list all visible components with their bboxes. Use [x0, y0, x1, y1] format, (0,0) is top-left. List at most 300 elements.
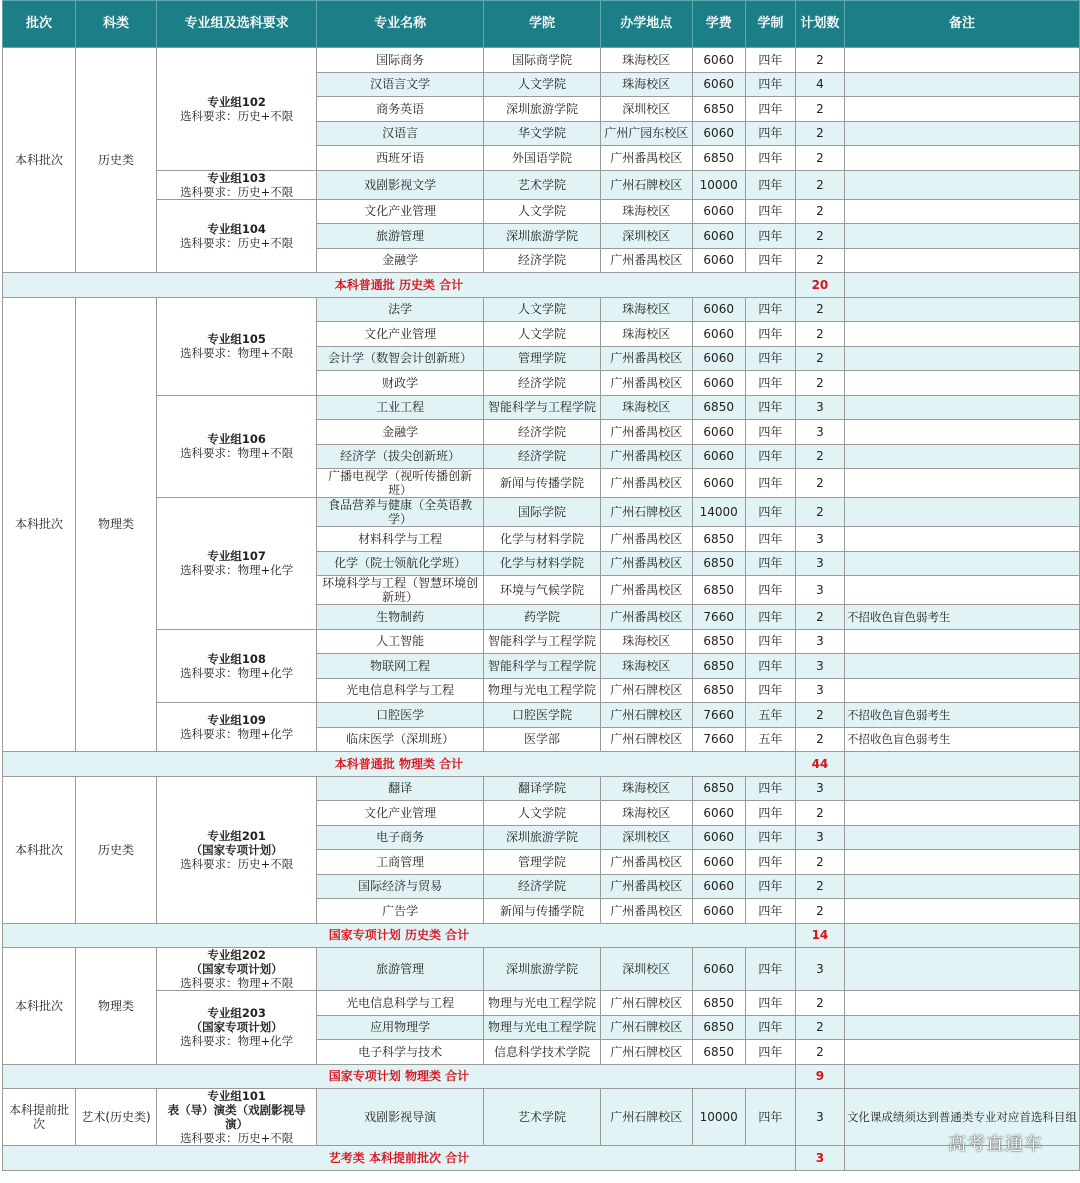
fee-cell: 14000 — [692, 498, 745, 527]
campus-cell: 珠海校区 — [601, 72, 693, 97]
plan-cell: 2 — [795, 371, 844, 396]
college-cell: 经济学院 — [484, 371, 601, 396]
major-name-cell: 经济学（拔尖创新班） — [317, 444, 484, 469]
header-years: 学制 — [745, 1, 795, 48]
group-cell — [157, 48, 317, 171]
table-row — [3, 1089, 1080, 1146]
note-cell: 文化课成绩须达到普通类专业对应首选科目组 — [844, 1089, 1079, 1146]
subtotal-value: 3 — [795, 1146, 844, 1171]
category-cell: 历史类 — [75, 776, 156, 923]
subtotal-note — [844, 273, 1079, 298]
years-cell: 四年 — [745, 1040, 795, 1065]
major-name-cell: 商务英语 — [317, 97, 484, 122]
note-cell — [844, 948, 1079, 991]
table-row — [3, 948, 1080, 991]
plan-cell: 2 — [795, 322, 844, 347]
batch-cell: 本科提前批次 — [3, 1089, 76, 1146]
plan-cell: 3 — [795, 551, 844, 576]
college-cell: 物理与光电工程学院 — [484, 678, 601, 703]
note-cell — [844, 629, 1079, 654]
fee-cell: 7660 — [692, 727, 745, 752]
campus-cell: 珠海校区 — [601, 297, 693, 322]
batch-cell: 本科批次 — [3, 776, 76, 923]
years-cell: 四年 — [745, 248, 795, 273]
note-cell — [844, 199, 1079, 224]
years-cell: 四年 — [745, 395, 795, 420]
note-cell — [844, 97, 1079, 122]
subtotal-label: 国家专项计划 历史类 合计 — [3, 923, 796, 948]
note-cell — [844, 899, 1079, 924]
years-cell: 四年 — [745, 991, 795, 1016]
plan-cell: 3 — [795, 654, 844, 679]
college-cell: 经济学院 — [484, 874, 601, 899]
campus-cell: 广州石牌校区 — [601, 727, 693, 752]
group-cell — [157, 1089, 317, 1146]
note-cell — [844, 825, 1079, 850]
years-cell: 四年 — [745, 371, 795, 396]
college-cell: 新闻与传播学院 — [484, 469, 601, 498]
campus-cell: 珠海校区 — [601, 801, 693, 826]
plan-cell: 3 — [795, 825, 844, 850]
major-name-cell: 法学 — [317, 297, 484, 322]
note-cell: 不招收色盲色弱考生 — [844, 727, 1079, 752]
table-row — [3, 629, 1080, 654]
group-code: 专业组107 — [207, 549, 266, 564]
major-name-cell: 环境科学与工程（智慧环境创新班） — [317, 576, 484, 605]
note-cell — [844, 170, 1079, 199]
group-code: 专业组102 — [207, 94, 266, 109]
plan-cell: 2 — [795, 801, 844, 826]
table-row — [3, 395, 1080, 420]
campus-cell: 珠海校区 — [601, 322, 693, 347]
table-body — [3, 48, 1080, 1171]
plan-cell: 2 — [795, 727, 844, 752]
category-cell: 艺术(历史类) — [75, 1089, 156, 1146]
campus-cell: 珠海校区 — [601, 395, 693, 420]
fee-cell: 6850 — [692, 629, 745, 654]
plan-cell: 2 — [795, 444, 844, 469]
group-code: 专业组203 — [207, 1006, 266, 1021]
group-requirement: 表（导）演类（戏剧影视导演） — [167, 1103, 306, 1131]
major-name-cell: 文化产业管理 — [317, 199, 484, 224]
years-cell: 四年 — [745, 121, 795, 146]
note-cell — [844, 498, 1079, 527]
plan-cell: 2 — [795, 170, 844, 199]
campus-cell: 珠海校区 — [601, 48, 693, 73]
years-cell: 四年 — [745, 654, 795, 679]
campus-cell: 广州石牌校区 — [601, 1015, 693, 1040]
campus-cell: 广州石牌校区 — [601, 1040, 693, 1065]
header-category: 科类 — [75, 1, 156, 48]
college-cell: 国际学院 — [484, 498, 601, 527]
group-requirement: 选科要求：历史+不限 — [180, 235, 294, 250]
major-name-cell: 财政学 — [317, 371, 484, 396]
years-cell: 四年 — [745, 678, 795, 703]
subtotal-value: 20 — [795, 273, 844, 298]
fee-cell: 6850 — [692, 1040, 745, 1065]
group-code: 专业组201 — [207, 828, 266, 843]
note-cell — [844, 576, 1079, 605]
college-cell: 人文学院 — [484, 322, 601, 347]
subtotal-label: 本科普通批 物理类 合计 — [3, 752, 796, 777]
major-name-cell: 食品营养与健康（全英语教学） — [317, 498, 484, 527]
plan-cell: 2 — [795, 899, 844, 924]
campus-cell: 广州番禺校区 — [601, 420, 693, 445]
note-cell — [844, 678, 1079, 703]
plan-cell: 4 — [795, 72, 844, 97]
major-name-cell: 光电信息科学与工程 — [317, 991, 484, 1016]
college-cell: 智能科学与工程学院 — [484, 629, 601, 654]
subtotal-value: 9 — [795, 1064, 844, 1089]
header-note: 备注 — [844, 1, 1079, 48]
group-requirement: （国家专项计划） — [190, 1020, 283, 1035]
campus-cell: 广州番禺校区 — [601, 874, 693, 899]
fee-cell: 6060 — [692, 121, 745, 146]
fee-cell: 10000 — [692, 170, 745, 199]
plan-cell: 2 — [795, 850, 844, 875]
group-code: 专业组106 — [207, 432, 266, 447]
major-name-cell: 电子商务 — [317, 825, 484, 850]
group-cell — [157, 498, 317, 630]
fee-cell: 6060 — [692, 371, 745, 396]
header-major: 专业名称 — [317, 1, 484, 48]
plan-cell: 3 — [795, 776, 844, 801]
major-name-cell: 生物制药 — [317, 605, 484, 630]
note-cell — [844, 420, 1079, 445]
years-cell: 四年 — [745, 825, 795, 850]
college-cell: 信息科学技术学院 — [484, 1040, 601, 1065]
years-cell: 四年 — [745, 850, 795, 875]
group-requirement: 选科要求：历史+不限 — [180, 856, 294, 871]
college-cell: 外国语学院 — [484, 146, 601, 171]
fee-cell: 6850 — [692, 576, 745, 605]
major-name-cell: 人工智能 — [317, 629, 484, 654]
major-name-cell: 材料科学与工程 — [317, 527, 484, 552]
college-cell: 经济学院 — [484, 420, 601, 445]
note-cell — [844, 776, 1079, 801]
plan-cell: 3 — [795, 629, 844, 654]
fee-cell: 6060 — [692, 444, 745, 469]
group-code: 专业组104 — [207, 221, 266, 236]
major-name-cell: 国际经济与贸易 — [317, 874, 484, 899]
plan-cell: 2 — [795, 224, 844, 249]
header-fee: 学费 — [692, 1, 745, 48]
college-cell: 新闻与传播学院 — [484, 899, 601, 924]
major-name-cell: 广播电视学（视听传播创新班） — [317, 469, 484, 498]
college-cell: 物理与光电工程学院 — [484, 991, 601, 1016]
group-requirement: （国家专项计划） — [190, 962, 283, 976]
campus-cell: 广州番禺校区 — [601, 346, 693, 371]
campus-cell: 广州番禺校区 — [601, 469, 693, 498]
college-cell: 艺术学院 — [484, 1089, 601, 1146]
major-name-cell: 金融学 — [317, 420, 484, 445]
campus-cell: 广州广园东校区 — [601, 121, 693, 146]
years-cell: 四年 — [745, 146, 795, 171]
years-cell: 四年 — [745, 1015, 795, 1040]
note-cell — [844, 395, 1079, 420]
fee-cell: 6850 — [692, 97, 745, 122]
years-cell: 四年 — [745, 776, 795, 801]
group-requirement: 选科要求：历史+不限 — [180, 108, 294, 123]
note-cell — [844, 48, 1079, 73]
fee-cell: 6060 — [692, 72, 745, 97]
plan-cell: 2 — [795, 469, 844, 498]
college-cell: 人文学院 — [484, 801, 601, 826]
college-cell: 智能科学与工程学院 — [484, 395, 601, 420]
years-cell: 四年 — [745, 224, 795, 249]
plan-cell: 2 — [795, 1015, 844, 1040]
fee-cell: 6060 — [692, 297, 745, 322]
major-name-cell: 西班牙语 — [317, 146, 484, 171]
plan-cell: 2 — [795, 199, 844, 224]
major-name-cell: 会计学（数智会计创新班） — [317, 346, 484, 371]
fee-cell: 6850 — [692, 991, 745, 1016]
years-cell: 五年 — [745, 703, 795, 728]
college-cell: 经济学院 — [484, 248, 601, 273]
college-cell: 人文学院 — [484, 297, 601, 322]
college-cell: 经济学院 — [484, 444, 601, 469]
category-cell: 历史类 — [75, 48, 156, 273]
group-requirement: 选科要求：历史+不限 — [180, 184, 294, 199]
years-cell: 四年 — [745, 1089, 795, 1146]
group-code: 专业组103 — [207, 170, 266, 185]
fee-cell: 6850 — [692, 776, 745, 801]
college-cell: 口腔医学院 — [484, 703, 601, 728]
group-code: 专业组202 — [207, 948, 266, 962]
campus-cell: 广州石牌校区 — [601, 703, 693, 728]
campus-cell: 广州番禺校区 — [601, 527, 693, 552]
fee-cell: 7660 — [692, 605, 745, 630]
fee-cell: 6850 — [692, 1015, 745, 1040]
group-code: 专业组105 — [207, 332, 266, 346]
campus-cell: 珠海校区 — [601, 629, 693, 654]
years-cell: 四年 — [745, 551, 795, 576]
years-cell: 四年 — [745, 527, 795, 552]
major-name-cell: 应用物理学 — [317, 1015, 484, 1040]
note-cell — [844, 444, 1079, 469]
note-cell — [844, 874, 1079, 899]
college-cell: 深圳旅游学院 — [484, 825, 601, 850]
major-name-cell: 光电信息科学与工程 — [317, 678, 484, 703]
years-cell: 四年 — [745, 420, 795, 445]
college-cell: 深圳旅游学院 — [484, 224, 601, 249]
years-cell: 四年 — [745, 48, 795, 73]
note-cell: 不招收色盲色弱考生 — [844, 605, 1079, 630]
years-cell: 四年 — [745, 322, 795, 347]
campus-cell: 深圳校区 — [601, 224, 693, 249]
fee-cell: 10000 — [692, 1089, 745, 1146]
fee-cell: 6060 — [692, 850, 745, 875]
major-name-cell: 工商管理 — [317, 850, 484, 875]
major-name-cell: 工业工程 — [317, 395, 484, 420]
note-cell — [844, 551, 1079, 576]
fee-cell: 6060 — [692, 48, 745, 73]
campus-cell: 广州石牌校区 — [601, 678, 693, 703]
note-cell — [844, 801, 1079, 826]
campus-cell: 广州番禺校区 — [601, 551, 693, 576]
major-name-cell: 电子科学与技术 — [317, 1040, 484, 1065]
years-cell: 四年 — [745, 874, 795, 899]
fee-cell: 6060 — [692, 248, 745, 273]
college-cell: 人文学院 — [484, 72, 601, 97]
subtotal-note — [844, 923, 1079, 948]
subtotal-label: 本科普通批 历史类 合计 — [3, 273, 796, 298]
subtotal-value: 44 — [795, 752, 844, 777]
note-cell — [844, 248, 1079, 273]
subtotal-row — [3, 923, 1080, 948]
years-cell: 四年 — [745, 948, 795, 991]
college-cell: 化学与材料学院 — [484, 527, 601, 552]
fee-cell: 6850 — [692, 395, 745, 420]
group-cell — [157, 948, 317, 991]
plan-cell: 2 — [795, 703, 844, 728]
plan-cell: 2 — [795, 297, 844, 322]
fee-cell: 6060 — [692, 948, 745, 991]
note-cell — [844, 654, 1079, 679]
admission-plan-table — [2, 0, 1080, 1171]
subtotal-row — [3, 752, 1080, 777]
college-cell: 国际商学院 — [484, 48, 601, 73]
campus-cell: 珠海校区 — [601, 776, 693, 801]
major-name-cell: 口腔医学 — [317, 703, 484, 728]
fee-cell: 6060 — [692, 199, 745, 224]
campus-cell: 广州番禺校区 — [601, 576, 693, 605]
college-cell: 化学与材料学院 — [484, 551, 601, 576]
years-cell: 四年 — [745, 469, 795, 498]
years-cell: 五年 — [745, 727, 795, 752]
plan-cell: 2 — [795, 605, 844, 630]
years-cell: 四年 — [745, 346, 795, 371]
campus-cell: 深圳校区 — [601, 97, 693, 122]
header-campus: 办学地点 — [601, 1, 693, 48]
major-name-cell: 金融学 — [317, 248, 484, 273]
major-name-cell: 戏剧影视导演 — [317, 1089, 484, 1146]
note-cell: 不招收色盲色弱考生 — [844, 703, 1079, 728]
years-cell: 四年 — [745, 72, 795, 97]
campus-cell: 广州石牌校区 — [601, 1089, 693, 1146]
major-name-cell: 旅游管理 — [317, 224, 484, 249]
campus-cell: 广州番禺校区 — [601, 248, 693, 273]
years-cell: 四年 — [745, 498, 795, 527]
table-row — [3, 991, 1080, 1016]
note-cell — [844, 146, 1079, 171]
college-cell: 华文学院 — [484, 121, 601, 146]
fee-cell: 6850 — [692, 654, 745, 679]
major-name-cell: 文化产业管理 — [317, 801, 484, 826]
header-college: 学院 — [484, 1, 601, 48]
campus-cell: 广州石牌校区 — [601, 991, 693, 1016]
note-cell — [844, 1015, 1079, 1040]
table-row — [3, 776, 1080, 801]
table-row — [3, 297, 1080, 322]
plan-cell: 3 — [795, 948, 844, 991]
college-cell: 药学院 — [484, 605, 601, 630]
plan-cell: 2 — [795, 97, 844, 122]
fee-cell: 6060 — [692, 322, 745, 347]
fee-cell: 6850 — [692, 146, 745, 171]
years-cell: 四年 — [745, 629, 795, 654]
group-requirement: 选科要求：物理+不限 — [180, 976, 294, 990]
years-cell: 四年 — [745, 199, 795, 224]
plan-cell: 2 — [795, 991, 844, 1016]
header-group: 专业组及选科要求 — [157, 1, 317, 48]
college-cell: 环境与气候学院 — [484, 576, 601, 605]
campus-cell: 珠海校区 — [601, 199, 693, 224]
college-cell: 智能科学与工程学院 — [484, 654, 601, 679]
years-cell: 四年 — [745, 605, 795, 630]
plan-cell: 2 — [795, 121, 844, 146]
header-batch: 批次 — [3, 1, 76, 48]
group-requirement: 选科要求：物理+化学 — [180, 1034, 294, 1049]
fee-cell: 6850 — [692, 527, 745, 552]
major-name-cell: 汉语言 — [317, 121, 484, 146]
note-cell — [844, 121, 1079, 146]
campus-cell: 广州番禺校区 — [601, 371, 693, 396]
group-requirement: 选科要求：物理+不限 — [180, 446, 294, 461]
note-cell — [844, 527, 1079, 552]
fee-cell: 6850 — [692, 678, 745, 703]
group-cell — [157, 297, 317, 395]
group-code: 专业组101 — [207, 1089, 266, 1103]
campus-cell: 深圳校区 — [601, 948, 693, 991]
subtotal-row — [3, 1146, 1080, 1171]
fee-cell: 6060 — [692, 801, 745, 826]
table-row — [3, 703, 1080, 728]
subtotal-label: 艺考类 本科提前批次 合计 — [3, 1146, 796, 1171]
header-plan: 计划数 — [795, 1, 844, 48]
fee-cell: 6060 — [692, 825, 745, 850]
campus-cell: 广州石牌校区 — [601, 498, 693, 527]
major-name-cell: 物联网工程 — [317, 654, 484, 679]
group-cell — [157, 629, 317, 703]
plan-cell: 2 — [795, 874, 844, 899]
college-cell: 管理学院 — [484, 850, 601, 875]
major-name-cell: 化学（院士领航化学班） — [317, 551, 484, 576]
group-cell — [157, 776, 317, 923]
campus-cell: 广州番禺校区 — [601, 605, 693, 630]
subtotal-label: 国家专项计划 物理类 合计 — [3, 1064, 796, 1089]
years-cell: 四年 — [745, 97, 795, 122]
major-name-cell: 汉语言文学 — [317, 72, 484, 97]
note-cell — [844, 322, 1079, 347]
years-cell: 四年 — [745, 170, 795, 199]
group-requirement: 选科要求：物理+化学 — [180, 665, 294, 680]
fee-cell: 6060 — [692, 874, 745, 899]
note-cell — [844, 72, 1079, 97]
note-cell — [844, 469, 1079, 498]
college-cell: 人文学院 — [484, 199, 601, 224]
group-cell — [157, 395, 317, 498]
group-requirement: 选科要求：物理+化学 — [180, 563, 294, 578]
fee-cell: 6060 — [692, 469, 745, 498]
campus-cell: 深圳校区 — [601, 825, 693, 850]
group-requirement: 选科要求：物理+化学 — [180, 727, 294, 741]
group-requirement: 选科要求：历史+不限 — [180, 1131, 294, 1145]
major-name-cell: 旅游管理 — [317, 948, 484, 991]
table-row — [3, 170, 1080, 199]
plan-cell: 2 — [795, 1040, 844, 1065]
fee-cell: 6060 — [692, 420, 745, 445]
group-cell — [157, 991, 317, 1065]
table-row — [3, 48, 1080, 73]
fee-cell: 6850 — [692, 551, 745, 576]
table-row — [3, 199, 1080, 224]
campus-cell: 广州番禺校区 — [601, 850, 693, 875]
college-cell: 艺术学院 — [484, 170, 601, 199]
college-cell: 医学部 — [484, 727, 601, 752]
years-cell: 四年 — [745, 899, 795, 924]
college-cell: 深圳旅游学院 — [484, 97, 601, 122]
